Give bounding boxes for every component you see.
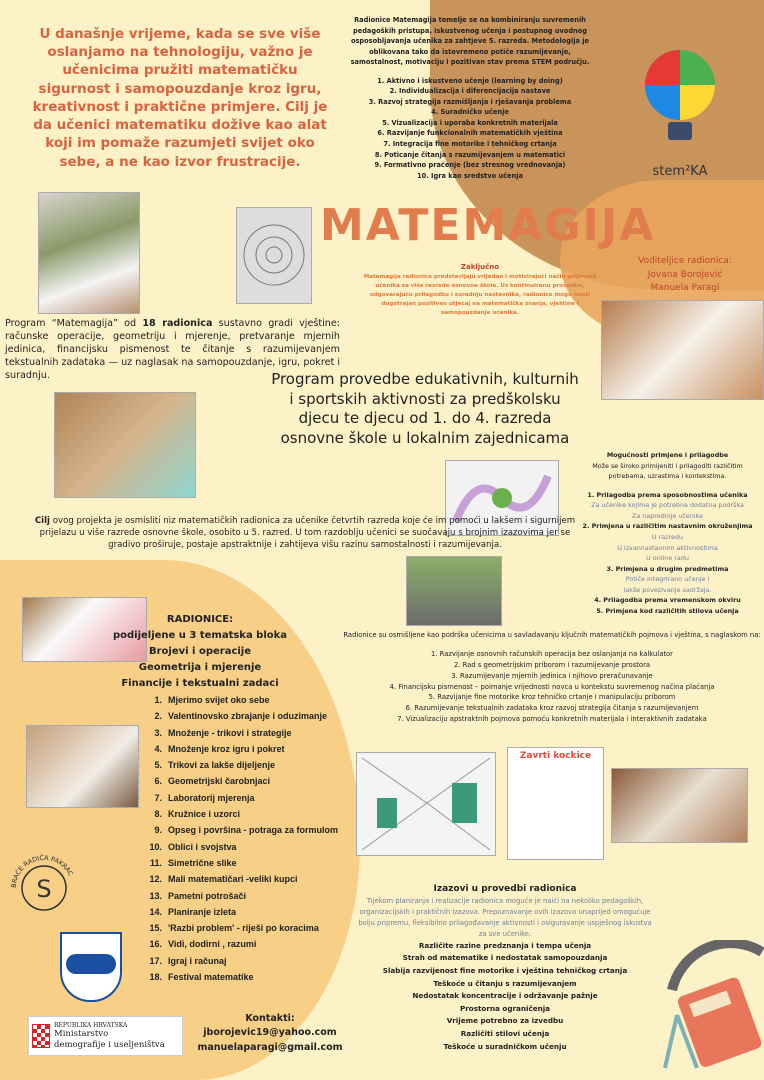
photo-table xyxy=(611,768,748,843)
conclusion-heading: Zaključno xyxy=(460,263,500,271)
svg-text:S: S xyxy=(36,875,52,903)
workshop-number: 17. xyxy=(149,955,162,966)
support-intro: Radionice su osmišljene kao podrška učenicima u savladavanju ključnih matematičkih pojmova i vještina, s naglaskom na: xyxy=(343,631,761,639)
photo-drawing xyxy=(356,752,496,856)
workshop-number: 10. xyxy=(149,841,162,852)
workshop-item xyxy=(140,692,355,708)
workshop-number: 4. xyxy=(154,743,162,754)
challenge-item: Različite razine predznanja i tempa učenja xyxy=(418,940,592,950)
workshop-label: Simetrične slike xyxy=(168,857,237,868)
methodology-item: 2. Individualizacija i diferencijacija nastave xyxy=(389,87,551,96)
workshop-item xyxy=(140,953,355,969)
challenge-item: Nedostatak koncentracije i održavanje pažnje xyxy=(412,991,598,1001)
workshop-label: Trikovi za lakše dijeljenje xyxy=(168,760,276,771)
workshop-item xyxy=(140,708,355,724)
workshop-number: 1. xyxy=(154,695,162,705)
association-text: BRAĆE RADIĆA PAKRAC xyxy=(9,853,75,889)
workshop-number: 7. xyxy=(154,792,162,803)
leader-name: Jovana Borojević xyxy=(647,269,723,280)
coat-of-arms xyxy=(60,932,122,1002)
challenge-item: Vrijeme potrebno za izvedbu xyxy=(446,1016,564,1026)
challenge-item: Teškoće u suradničkom učenju xyxy=(443,1041,567,1051)
workshop-item xyxy=(140,790,355,806)
challenge-item: Teškoće u čitanju s razumijevanjem xyxy=(433,978,577,988)
calculator-compass-illustration xyxy=(662,940,764,1070)
program-pre: Program “Matemagija” od xyxy=(5,318,143,329)
ministry-line: demografije i useljeništva xyxy=(54,1039,165,1050)
workshops-sub: Geometrija i mjerenje xyxy=(138,662,262,673)
photo-mandala xyxy=(236,207,312,304)
challenge-item: Prostorna ograničenja xyxy=(459,1003,551,1013)
challenges-intro: Tijekom planiranja i realizacije radionica moguće je naići na nekoliko pedagoških, organizacijskih i praktičnih izazova. Prepoznavanje ovih izazova unaprijed omogućuje bolju pripremu, fleksibilno prilagođavanje aktivnosti i osiguravanje uspješnog iskustva za sve učenike. xyxy=(358,897,652,939)
workshop-number: 12. xyxy=(149,874,162,885)
methodology-item: 8. Poticanje čitanja s razumijevanjem u matematici xyxy=(374,150,566,159)
workshop-item xyxy=(140,888,355,904)
goal-body: ovog projekta je osmisliti niz matematičkih radionica za učenike četvrtih razreda koje će im pomoći u lakšem i sigurnijem prijelazu u više razrede osnovne škole, osobito u 5. razred. U tom razdoblju učenici se suočavaju s brojnim izazovima jer se gradivo proširuje, postaje apstraktnije i zahtijeva višu razinu samostalnosti i razumijevanja. xyxy=(39,516,576,551)
workshop-number: 3. xyxy=(154,727,162,738)
ministry-logo xyxy=(28,1016,183,1056)
possibility-item: 5. Primjena kod različitih stilova učenja xyxy=(596,606,739,615)
workshop-label: 'Razbi problem' - riješi po koracima xyxy=(168,923,319,934)
stem-logo xyxy=(630,40,730,180)
methodology xyxy=(350,15,590,181)
workshop-item xyxy=(140,920,355,936)
support-list xyxy=(340,649,764,725)
ministry-line: Ministarstvo xyxy=(54,1029,109,1040)
methodology-item: 10. Igra kao sredstvo učenja xyxy=(417,171,523,180)
workshop-number: 15. xyxy=(149,923,162,934)
workshop-label: Laboratorij mjerenja xyxy=(168,792,255,803)
photo-worksheet xyxy=(601,300,764,400)
support-item: 5. Razvijanje fine motorike kroz tehničko crtanje i manipulaciju priborom xyxy=(428,693,676,702)
workshop-number: 8. xyxy=(154,809,162,820)
workshop-item xyxy=(140,741,355,757)
workshop-label: Mali matematičari -veliki kupci xyxy=(168,874,298,885)
photo-cards xyxy=(54,392,196,498)
contact-email[interactable]: manuelaparagi@gmail.com xyxy=(197,1041,343,1053)
possibility-item: 4. Prilagodba prema vremenskom okviru xyxy=(594,596,741,605)
possibility-item: 1. Prilagodba prema sposobnostima učenika xyxy=(587,490,748,499)
challenges-list xyxy=(355,940,655,1053)
program-bold: 18 radionica xyxy=(142,318,213,329)
workshop-label: Opseg i površina - potraga za formulom xyxy=(168,825,339,836)
methodology-item: 6. Razvijanje funkcionalnih matematičkih vještina xyxy=(377,129,563,138)
challenges xyxy=(355,882,655,1053)
workshop-label: Igraj i računaj xyxy=(168,955,227,966)
possibility-item: U online radu xyxy=(646,554,689,563)
croatia-shield-icon xyxy=(32,1024,50,1048)
possibilities-heading: Mogućnosti primjene i prilagodbe xyxy=(606,451,729,459)
possibility-item: lakše povezivanje sadržaja. xyxy=(623,585,712,594)
support-item: 7. Vizualizaciju apstraktnih pojmova pomoću konkretnih materijala i interaktivnih zadataka xyxy=(397,715,707,724)
leaders-label: Voditeljice radionica: xyxy=(638,256,732,266)
possibility-item: U razredu xyxy=(651,532,684,541)
possibility-item: Za učenike kojima je potrebna dodatna podrška xyxy=(591,501,744,510)
methodology-text: Radionice Matemagija temelje se na kombiniranju suvremenih pedagoških pristupa, iskustvenog učenja i postupnog uvodnog osposobljavanja učenika za zahtjeve 5. razreda. Metodologija je oblikovana tako da istovremeno potiče razumijevanje, samostalnost, motivaciju i pozitivan stav prema STEM području. xyxy=(350,16,590,67)
support xyxy=(340,630,764,725)
workshops-sub: Financije i tekstualni zadaci xyxy=(121,678,279,689)
workshop-item xyxy=(140,855,355,871)
workshop-number: 11. xyxy=(149,857,162,868)
leader-name: Manuela Paragi xyxy=(650,283,720,293)
conclusion-text: Matemagija radionice predstavljaju vrijedan i motivirajući način pripreme učenika za više razrede osnovne škole. Uz kontinuiranu provedbu, odgovarajuću prilagodbu i suradnju nastavnika, radionice mogu imati dugotrajan pozitivan utjecaj na matematička znanja, vještine i samopouzdanje učenika. xyxy=(363,274,597,316)
methodology-item: 5. Vizualizacija i uporaba konkretnih materijala xyxy=(382,118,558,127)
workshops-sub: podijeljene u 3 tematska bloka xyxy=(112,630,288,641)
workshop-number: 5. xyxy=(154,760,162,771)
support-item: 4. Financijsku pismenost – poimanje vrijednosti novca u kontekstu suvremenog načina plaćanja xyxy=(389,682,715,691)
contacts xyxy=(195,1012,345,1055)
methodology-item: 4. Suradničko učenje xyxy=(431,108,509,117)
methodology-item: 9. Formativno praćenje (bez stresnog vrednovanja) xyxy=(374,161,566,170)
workshop-item xyxy=(140,822,355,838)
photo-outdoor xyxy=(406,556,502,626)
photo-students xyxy=(26,725,139,808)
workshop-label: Oblici i svojstva xyxy=(168,841,237,852)
dice-card-title: Zavrti kockice xyxy=(519,751,592,761)
methodology-item: 1. Aktivno i iskustveno učenje (learning by doing) xyxy=(377,76,563,85)
workshop-label: Geometrijski čarobnjaci xyxy=(168,776,271,787)
workshop-label: Množenje kroz igru i pokret xyxy=(168,743,285,754)
contacts-label: Kontakti: xyxy=(245,1013,295,1024)
intro-text: U današnje vrijeme, kada se sve više oslanjamo na tehnologiju, važno je učenicima pružiti matematičku sigurnost i samopouzdanje kroz igru, kreativnost i praktične primjere. Cilj je da učenici matematiku dožive kao alat koji im pomaže razumjeti svijet oko sebe, a ne kao izvor frustracije. xyxy=(32,26,328,170)
methodology-item: 3. Razvoj strategija razmišljanja i rješavanja problema xyxy=(368,97,572,106)
possibility-item: Za naprednije učenike xyxy=(631,511,704,520)
program-post: sustavno gradi vještine: računske operacije, geometriju i mjerenje, pretvaranje mjernih jedinica, financijsku pismenost te čitanje s razumijevanjem tekstualnih zadataka — uz naglasak na samopouzdanje, igru, pokret i suradnju. xyxy=(5,318,340,381)
possibility-item: U izvannastavnim aktivnostima xyxy=(617,543,718,552)
workshop-item xyxy=(140,773,355,789)
workshop-number: 13. xyxy=(149,890,162,901)
association-logo xyxy=(8,850,80,926)
possibility-item: 3. Primjena u drugim predmetima xyxy=(606,564,729,573)
workshop-item xyxy=(140,936,355,952)
possibilities-intro: Može se široko primijeniti i prilagoditi različitim potrebama, uzrastima i kontekstima. xyxy=(592,461,743,481)
workshops-sub: Brojevi i operacije xyxy=(148,646,252,657)
workshops-list xyxy=(140,692,355,985)
workshop-number: 16. xyxy=(149,939,162,950)
challenge-item: Različiti stilovi učenja xyxy=(460,1029,550,1039)
contact-email[interactable]: jborojevic19@yahoo.com xyxy=(203,1027,337,1039)
possibilities xyxy=(575,450,760,616)
workshop-number: 6. xyxy=(154,776,162,787)
challenge-item: Slabija razvijenost fine motorike i vještina tehničkog crtanja xyxy=(382,966,628,976)
challenge-item: Strah od matematike i nedostatak samopouzdanja xyxy=(402,953,608,963)
workshop-label: Pametni potrošači xyxy=(168,890,247,901)
workshop-number: 9. xyxy=(154,825,162,836)
workshop-item xyxy=(140,725,355,741)
support-item: 3. Razumijevanje mjernih jedinica i njihovo preračunavanje xyxy=(451,671,653,680)
workshop-number: 18. xyxy=(149,972,162,983)
workshop-item xyxy=(140,757,355,773)
workshop-label: Množenje - trikovi i strategije xyxy=(168,727,292,738)
support-item: 1. Razvijanje osnovnih računskih operacija bez oslanjanja na kalkulator xyxy=(431,649,673,658)
workshop-label: Vidi, dodirni , razumi xyxy=(168,939,257,950)
workshop-label: Kružnice i uzorci xyxy=(168,809,241,820)
ministry-line: REPUBLIKA HRVATSKA xyxy=(54,1022,128,1030)
workshop-label: Planiranje izleta xyxy=(168,906,237,917)
workshop-item xyxy=(140,806,355,822)
possibility-item: Potiče integrirano učenje i xyxy=(625,575,710,584)
dice-card xyxy=(507,747,604,860)
workshop-item xyxy=(140,871,355,887)
workshop-item xyxy=(140,904,355,920)
goal-text xyxy=(25,515,585,551)
workshop-label: Festival matematike xyxy=(168,972,254,983)
workshop-number: 2. xyxy=(154,711,162,722)
workshop-label: Mjerimo svijet oko sebe xyxy=(168,695,270,705)
conclusion xyxy=(360,262,600,318)
possibilities-list xyxy=(575,490,760,617)
logo-text: stem²KA xyxy=(652,164,708,179)
leaders xyxy=(615,255,755,296)
workshop-item xyxy=(140,969,355,985)
workshop-number: 14. xyxy=(149,906,162,917)
poster-title: MATEMAGIJA xyxy=(320,200,656,251)
workshop-label: Valentinovsko zbrajanje i oduzimanje xyxy=(168,711,328,722)
challenges-heading: Izazovi u provedbi radionica xyxy=(433,884,577,894)
workshops-heading: RADIONICE: xyxy=(166,614,234,625)
program-subtitle: Program provedbe edukativnih, kulturnih i sportskih aktivnosti za predškolsku djecu te djecu od 1. do 4. razreda osnovne škole u lokalnim zajednicama xyxy=(271,370,579,447)
workshop-item xyxy=(140,839,355,855)
support-item: 6. Razumijevanje tekstualnih zadataka kroz razvoj strategija čitanja s razumijevanjem xyxy=(405,704,699,713)
possibility-item: 2. Primjena u različitim nastavnim okruženjima xyxy=(582,522,753,531)
goal-bold: Cilj xyxy=(34,516,50,526)
methodology-list xyxy=(350,76,590,181)
workshops-header xyxy=(110,612,290,692)
methodology-item: 7. Integracija fine motorike i tehničkog crtanja xyxy=(383,140,557,149)
support-item: 2. Rad s geometrijskim priborom i razumijevanje prostora xyxy=(453,660,651,669)
photo-paper-tower xyxy=(38,192,140,314)
